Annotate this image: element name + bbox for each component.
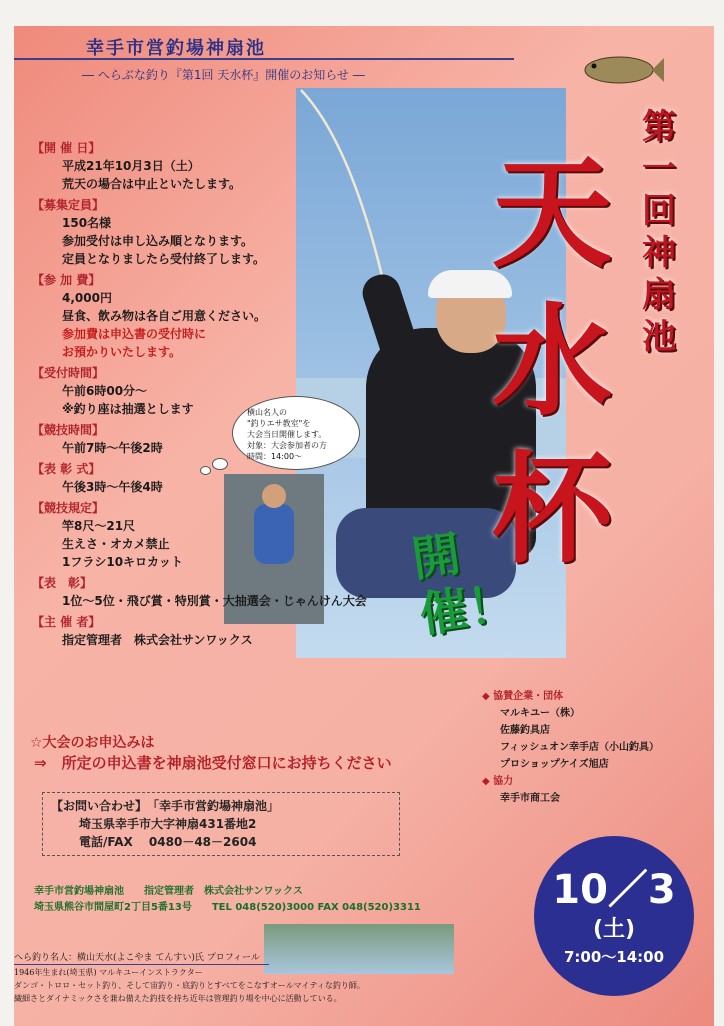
section-line: 午前7時～午後2時 (62, 441, 163, 455)
section-label: 【開 催 日】 (32, 141, 101, 155)
event-details (32, 136, 367, 649)
section-line: 平成21年10月3日（土） (62, 159, 200, 173)
section-label: 【競技規定】 (32, 501, 105, 515)
page-subtitle: ― へらぶな釣り『第1回 天水杯』開催のお知らせ ― (82, 68, 365, 82)
section-line: 生えさ・オカメ禁止 (62, 537, 170, 551)
bubble-line: "釣りエサ教室"を (247, 419, 311, 428)
bubble-line: 時間：14:00～ (247, 452, 303, 461)
section-note: 参加費は申込書の受付時に (62, 327, 207, 341)
poster (14, 26, 714, 1026)
headline-main: 天水杯 (492, 145, 612, 580)
date-time: 7:00～14:00 (563, 948, 665, 966)
profile-line: 繊細さとダイナミックさを兼ね備えた釣技を持ち近年は管理釣り場を中心に活動している。 (14, 994, 342, 1003)
bubble-line: 大会当日開催します。 (247, 430, 327, 439)
cooperation-heading: ◆ 協力 (482, 776, 514, 787)
section-label: 【主 催 者】 (32, 615, 101, 629)
bubble-line: 対象：大会参加者の方 (247, 441, 327, 450)
sponsor-item: 幸手市商工会 (500, 793, 560, 804)
apply-heading: ☆大会のお申込みは (30, 735, 155, 751)
section-line: 定員となりましたら受付終了します。 (62, 252, 266, 266)
section-note: お預かりいたします。 (62, 345, 182, 359)
contact-address: 埼玉県幸手市大字神扇431番地2 (79, 817, 257, 831)
profile-title: へら釣り名人：横山天水(よこやま てんすい)氏 プロフィール (14, 953, 260, 963)
sponsor-list (482, 688, 659, 807)
bubble-line: 横山名人の (247, 408, 287, 417)
section-line: 1フラシ10キロカット (62, 555, 183, 569)
section-line: 午前6時00分～ (62, 384, 148, 398)
section-label: 【競技時間】 (32, 423, 105, 437)
section-label: 【参 加 費】 (32, 273, 101, 287)
section-label: 【受付時間】 (32, 366, 105, 380)
section-label: 【募集定員】 (32, 198, 105, 212)
sponsor-heading: ◆ 協賛企業・団体 (482, 691, 564, 702)
section-label: 【表 彰 式】 (32, 462, 101, 476)
section-line: 荒天の場合は中止といたします。 (62, 177, 242, 191)
profile-divider (14, 964, 269, 965)
section-line: 1位～5位・飛び賞・特別賞・大抽選会・じゃんけん大会 (62, 594, 367, 608)
sponsor-item: プロショップケイズ旭店 (500, 759, 609, 770)
fish-icon (574, 44, 664, 94)
section-line: 昼食、飲み物は各自ご用意ください。 (62, 309, 267, 323)
headline-kaisai: 開催！ (408, 526, 520, 644)
section-line: 150名様 (62, 216, 112, 230)
date-day: 10／3 (552, 867, 676, 913)
profile-text (14, 966, 365, 1005)
section-line: ※釣り座は抽選とします (62, 402, 194, 416)
section-line: 参加受付は申し込み順となります。 (62, 234, 254, 248)
contact-heading: 【お問い合わせ】 「幸手市営釣場神扇池」 (51, 799, 280, 813)
contact-phone: 電話/FAX 0480－48－2604 (79, 835, 257, 849)
profile-line: ダンゴ・トロロ・セット釣り、そして宙釣り・底釣りとすべてをこなすオールマイティな釣り師。 (14, 981, 365, 990)
date-badge (534, 836, 694, 996)
contact-box (42, 792, 400, 856)
footer-address: 埼玉県熊谷市間屋町2丁目5番13号 TEL 048(520)3000 FAX 048(520)3311 (34, 902, 421, 913)
apply-instruction: ⇒ 所定の申込書を神扇池受付窓口にお持ちください (34, 754, 392, 772)
headline-first: 第一回神扇池 (642, 107, 676, 357)
section-line: 指定管理者 株式会社サンワックス (62, 633, 253, 647)
sponsor-item: フィッシュオン幸手店（小山釣具） (500, 742, 659, 753)
section-line: 4,000円 (62, 291, 112, 305)
page-title: 幸手市営釣場神扇池 (86, 38, 266, 59)
section-line: 竿8尺～21尺 (62, 519, 136, 533)
sponsor-item: 佐藤釣具店 (500, 725, 550, 736)
sponsor-item: マルキユー（株） (500, 708, 580, 719)
profile-line: 1946年生まれ(埼玉県) マルキユーインストラクター (14, 968, 203, 977)
section-line: 午後3時～午後4時 (62, 480, 163, 494)
footer-organizer: 幸手市営釣場神扇池 指定管理者 株式会社サンワックス (34, 886, 303, 897)
section-label: 【表 彰】 (32, 576, 93, 590)
date-weekday: (土) (592, 917, 636, 942)
